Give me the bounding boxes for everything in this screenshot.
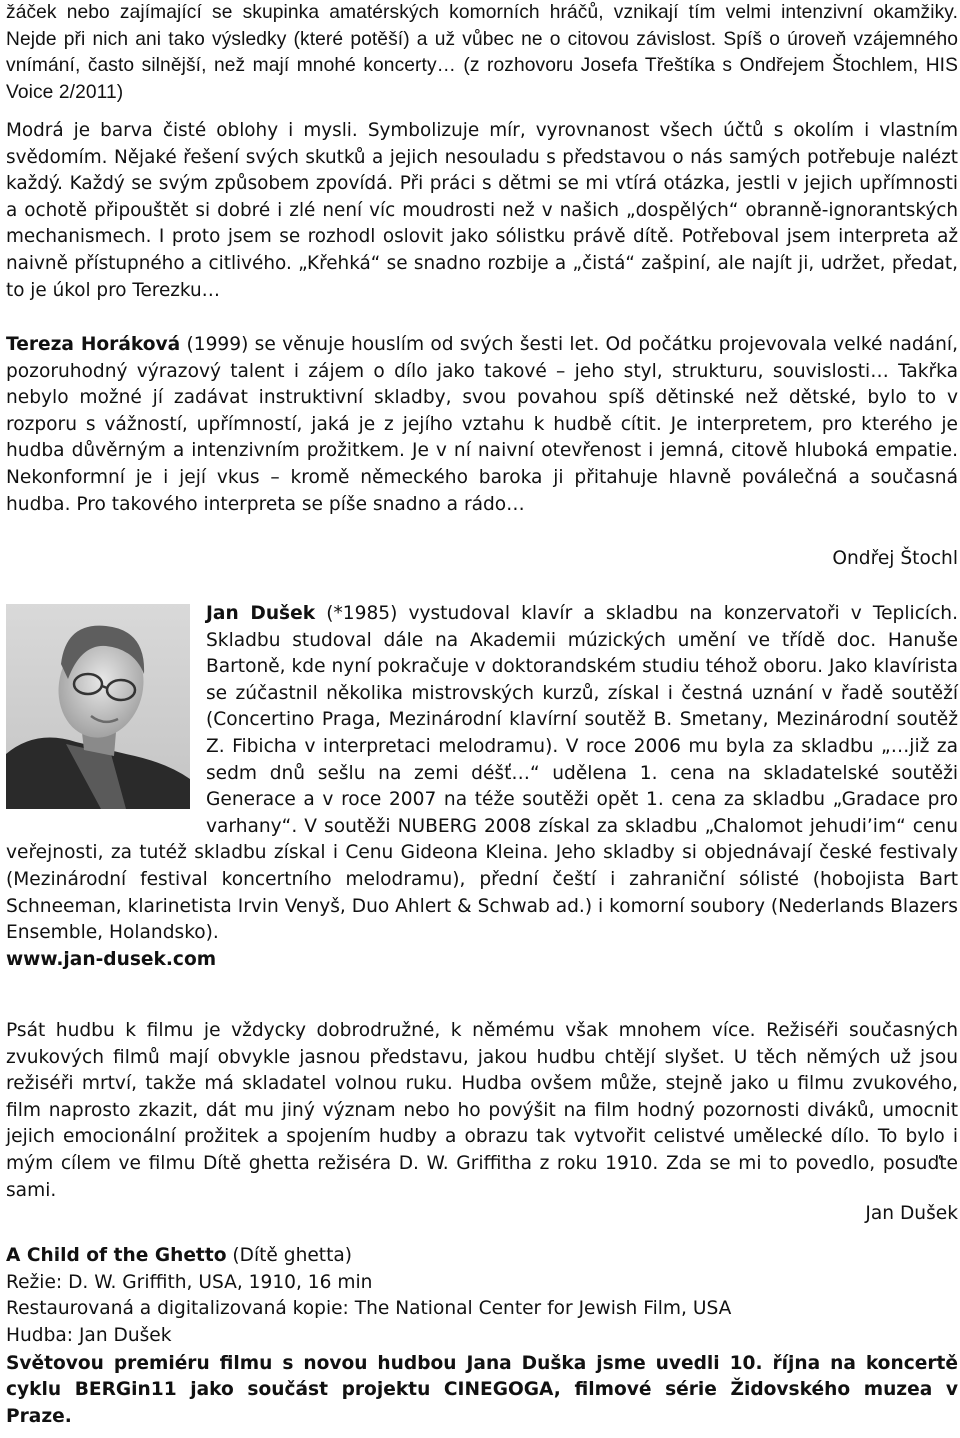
tereza-paragraph — [6, 332, 958, 518]
signature-jan: Jan Dušek — [865, 1203, 958, 1224]
film-paragraph: Psát hudbu k filmu je vždycky dobrodružné, k němému však mnohem více. Režiséři současných zvukových filmů mají obvykle jasnou představu, jakou hudbu chtějí slyšet. U těch němých už jsou režiséři mrtví, takže má skladatel volnou ruku. Hudba ovšem může, stejně jako u filmu zvukového, film naprosto zkazit, dát mu jiný význam nebo ho povýšit na film hodný pozornosti diváků, umocnit jejich emocionální prožitek a spojením hudby a obrazu tak vytvořit celistvé umělecké dílo. To bylo i mým cílem ve filmu Dítě ghetta režiséra D. W. Griffitha z roku 1910. Zda se mi to povedlo, posuďte sami. — [6, 1020, 958, 1201]
blue-paragraph: Modrá je barva čisté oblohy i mysli. Symbolizuje mír, vyrovnanost všech účtů s okolím i vlastním svědomím. Nějaké řešení svých skutků a jejich nesouladu s představou o nás samých potřebuje nalézt každý. Každý se svým způsobem zpovídá. Při práci s dětmi se mi vtírá otázka, jestli v jejich upřímnosti a ochotě připouštět si dobré i zlé není víc moudrosti než v našich „dospělých“ obranně-ignorantských mechanismech. I proto jsem se rozhodl oslovit jako sólistku právě dítě. Potřeboval jsem interpreta až naivně přístupného a citlivého. „Křehká“ se snadno rozbije a „čistá“ zašpiní, ale najít ji, udržet, předat, to je úkol pro Terezku… — [6, 120, 958, 301]
film-credits — [6, 1243, 958, 1349]
jan-paragraph — [6, 601, 958, 973]
credits-music: Hudba: Jan Dušek — [6, 1324, 172, 1346]
premiere-paragraph: Světovou premiéru filmu s novou hudbou Jana Duška jsme uvedli 10. října na koncertě cyklu BERGin11 jako součást projektu CINEGOGA, filmové série Židovského muzea v Praze. — [6, 1352, 958, 1427]
film-title: A Child of the Ghetto — [6, 1245, 227, 1266]
jan-text: (*1985) vystudoval klavír a skladbu na konzervatoři v Teplicích. Skladbu studoval dále na Akademii múzických umění ve třídě doc. Hanuše Bartoně, kde nyní pokračuje v doktorandském studiu téhož oboru. Jako klavírista se zúčastnil několika mistrovských kurzů, získal i čestná uznání v řadě soutěží (Concertino Praga, Mezinárodní klavírní soutěž B. Smetany, Mezinárodní soutěž Z. Fibicha v interpretaci melodramu). V roce 2006 mu byla za skladbu „…již za sedm dnů sešlu na zemi déšť…“ udělena 1. cena na skladatelské soutěži Generace a v roce 2007 na téže soutěži opět 1. cena za skladbu „Gradace pro varhany“. V soutěži NUBERG 2008 získal za skladbu „Chalomot jehudi’im“ cenu veřejnosti, za tutéž skladbu získal i Cenu Gideona Kleina. Jeho skladby si objednávají české festivaly (Mezinárodní festival koncertního melodramu), přední čeští i zahraniční sólisté (hobojista Bart Schneeman, klarinetista Irvin Venyš, Duo Ahlert & Schwab ad.) i komorní soubory (Nederlands Blazers Ensemble, Holandsko). — [6, 603, 958, 944]
credits-title-line — [6, 1243, 958, 1270]
intro-paragraph: žáček nebo zajímající se skupinka amatérských komorních hráčů, vznikají tím velmi intenzivní okamžiky. Nejde při nich ani tako výsledky (které potěší) a už vůbec ne o citovou závislost. Spíš o úroveň vzájemného vnímání, často silnější, než mají mnohé koncerty… (z rozhovoru Josefa Třeštíka s Ondřejem Štochlem, HIS Voice 2/2011) — [6, 2, 958, 103]
film-title-translation: (Dítě ghetta) — [226, 1245, 353, 1266]
signature-ondrej: Ondřej Štochl — [832, 548, 958, 569]
credits-copy: Restaurovaná a digitalizovaná kopie: The National Center for Jewish Film, USA — [6, 1298, 732, 1320]
website-link[interactable]: www.jan-dusek.com — [6, 948, 217, 970]
credits-director: Režie: D. W. Griffith, USA, 1910, 16 min — [6, 1271, 373, 1293]
tereza-name: Tereza Horáková — [6, 334, 181, 355]
jan-name: Jan Dušek — [206, 603, 316, 624]
photo-spacer — [6, 601, 206, 815]
tereza-text: (1999) se věnuje houslím od svých šesti let. Od počátku projevovala velké nadání, pozoruhodný výrazový talent i zájem o dílo jako takové – jeho styl, strukturu, souvislosti… Takřka nebylo možné jí zadávat instruktivní skladby, svou povahou spíš dětinské než dětské, bylo to v rozporu s vážností, upřímností, jaká je z jejího vztahu k hudbě cítit. Je interpretem, pro kterého je hudba důvěrným a intenzivním prožitkem. Je v ní naivní otevřenost i jemná, citově hluboká empatie. Nekonformní je i její vkus – kromě německého baroka ji přitahuje hlavně poválečná a současná hudba. Pro takového interpreta se píše snadno a rádo… — [6, 334, 958, 515]
